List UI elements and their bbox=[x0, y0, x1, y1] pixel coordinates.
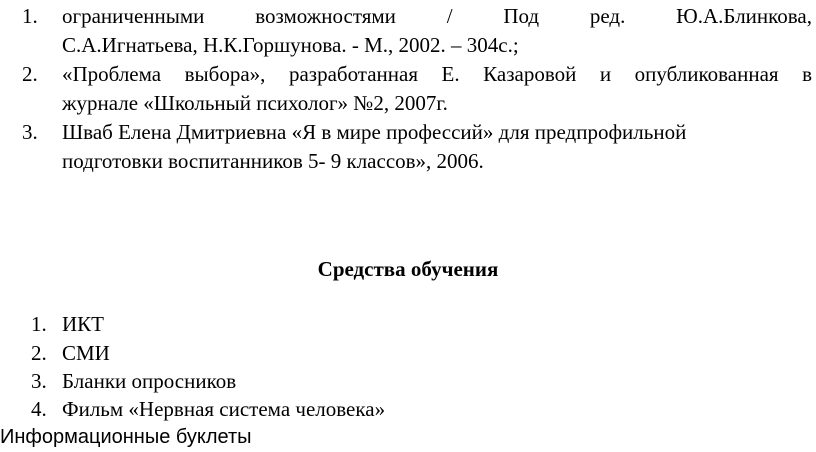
reference-item-2 bbox=[0, 60, 816, 118]
tools-item-number: 1. bbox=[31, 312, 47, 336]
tools-list-item-4 bbox=[0, 395, 816, 424]
reference-line: «Проблема выбора», разработанная Е. Казаровой и опубликованная в bbox=[62, 62, 812, 86]
reference-line: подготовки воспитанников 5- 9 классов», 2006. bbox=[62, 149, 484, 173]
tools-item-label: СМИ bbox=[62, 341, 110, 365]
tools-item-number: 2. bbox=[31, 341, 47, 365]
info-booklets-line: Информационные буклеты bbox=[0, 426, 252, 448]
reference-line: журнале «Школьный психолог» №2, 2007г. bbox=[62, 91, 448, 115]
section-heading: Средства обучения bbox=[317, 257, 499, 281]
reference-item-3 bbox=[0, 118, 816, 176]
reference-text bbox=[62, 60, 812, 118]
reference-number: 3. bbox=[22, 120, 38, 144]
tools-item-number: 4. bbox=[31, 397, 47, 421]
reference-text bbox=[62, 2, 812, 60]
tools-list-item-3 bbox=[0, 367, 816, 396]
reference-item-1 bbox=[0, 2, 816, 60]
tools-item-label: Бланки опросников bbox=[62, 369, 237, 393]
reference-number: 2. bbox=[22, 62, 38, 86]
reference-number: 1. bbox=[22, 4, 38, 28]
tools-item-number: 3. bbox=[31, 369, 47, 393]
tools-item-label: ИКТ bbox=[62, 312, 104, 336]
reference-text bbox=[62, 118, 786, 176]
reference-line: ограниченными возможностями / Под ред. Ю.А.Блинкова, bbox=[62, 4, 812, 28]
tools-list-item-1 bbox=[0, 310, 816, 339]
tools-item-label: Фильм «Нервная система человека» bbox=[62, 397, 386, 421]
reference-line: С.А.Игнатьева, Н.К.Горшунова. - М., 2002. – 304с.; bbox=[62, 33, 519, 57]
reference-line: Шваб Елена Дмитриевна «Я в мире профессий» для предпрофильной bbox=[62, 120, 687, 144]
tools-list-item-2 bbox=[0, 339, 816, 368]
